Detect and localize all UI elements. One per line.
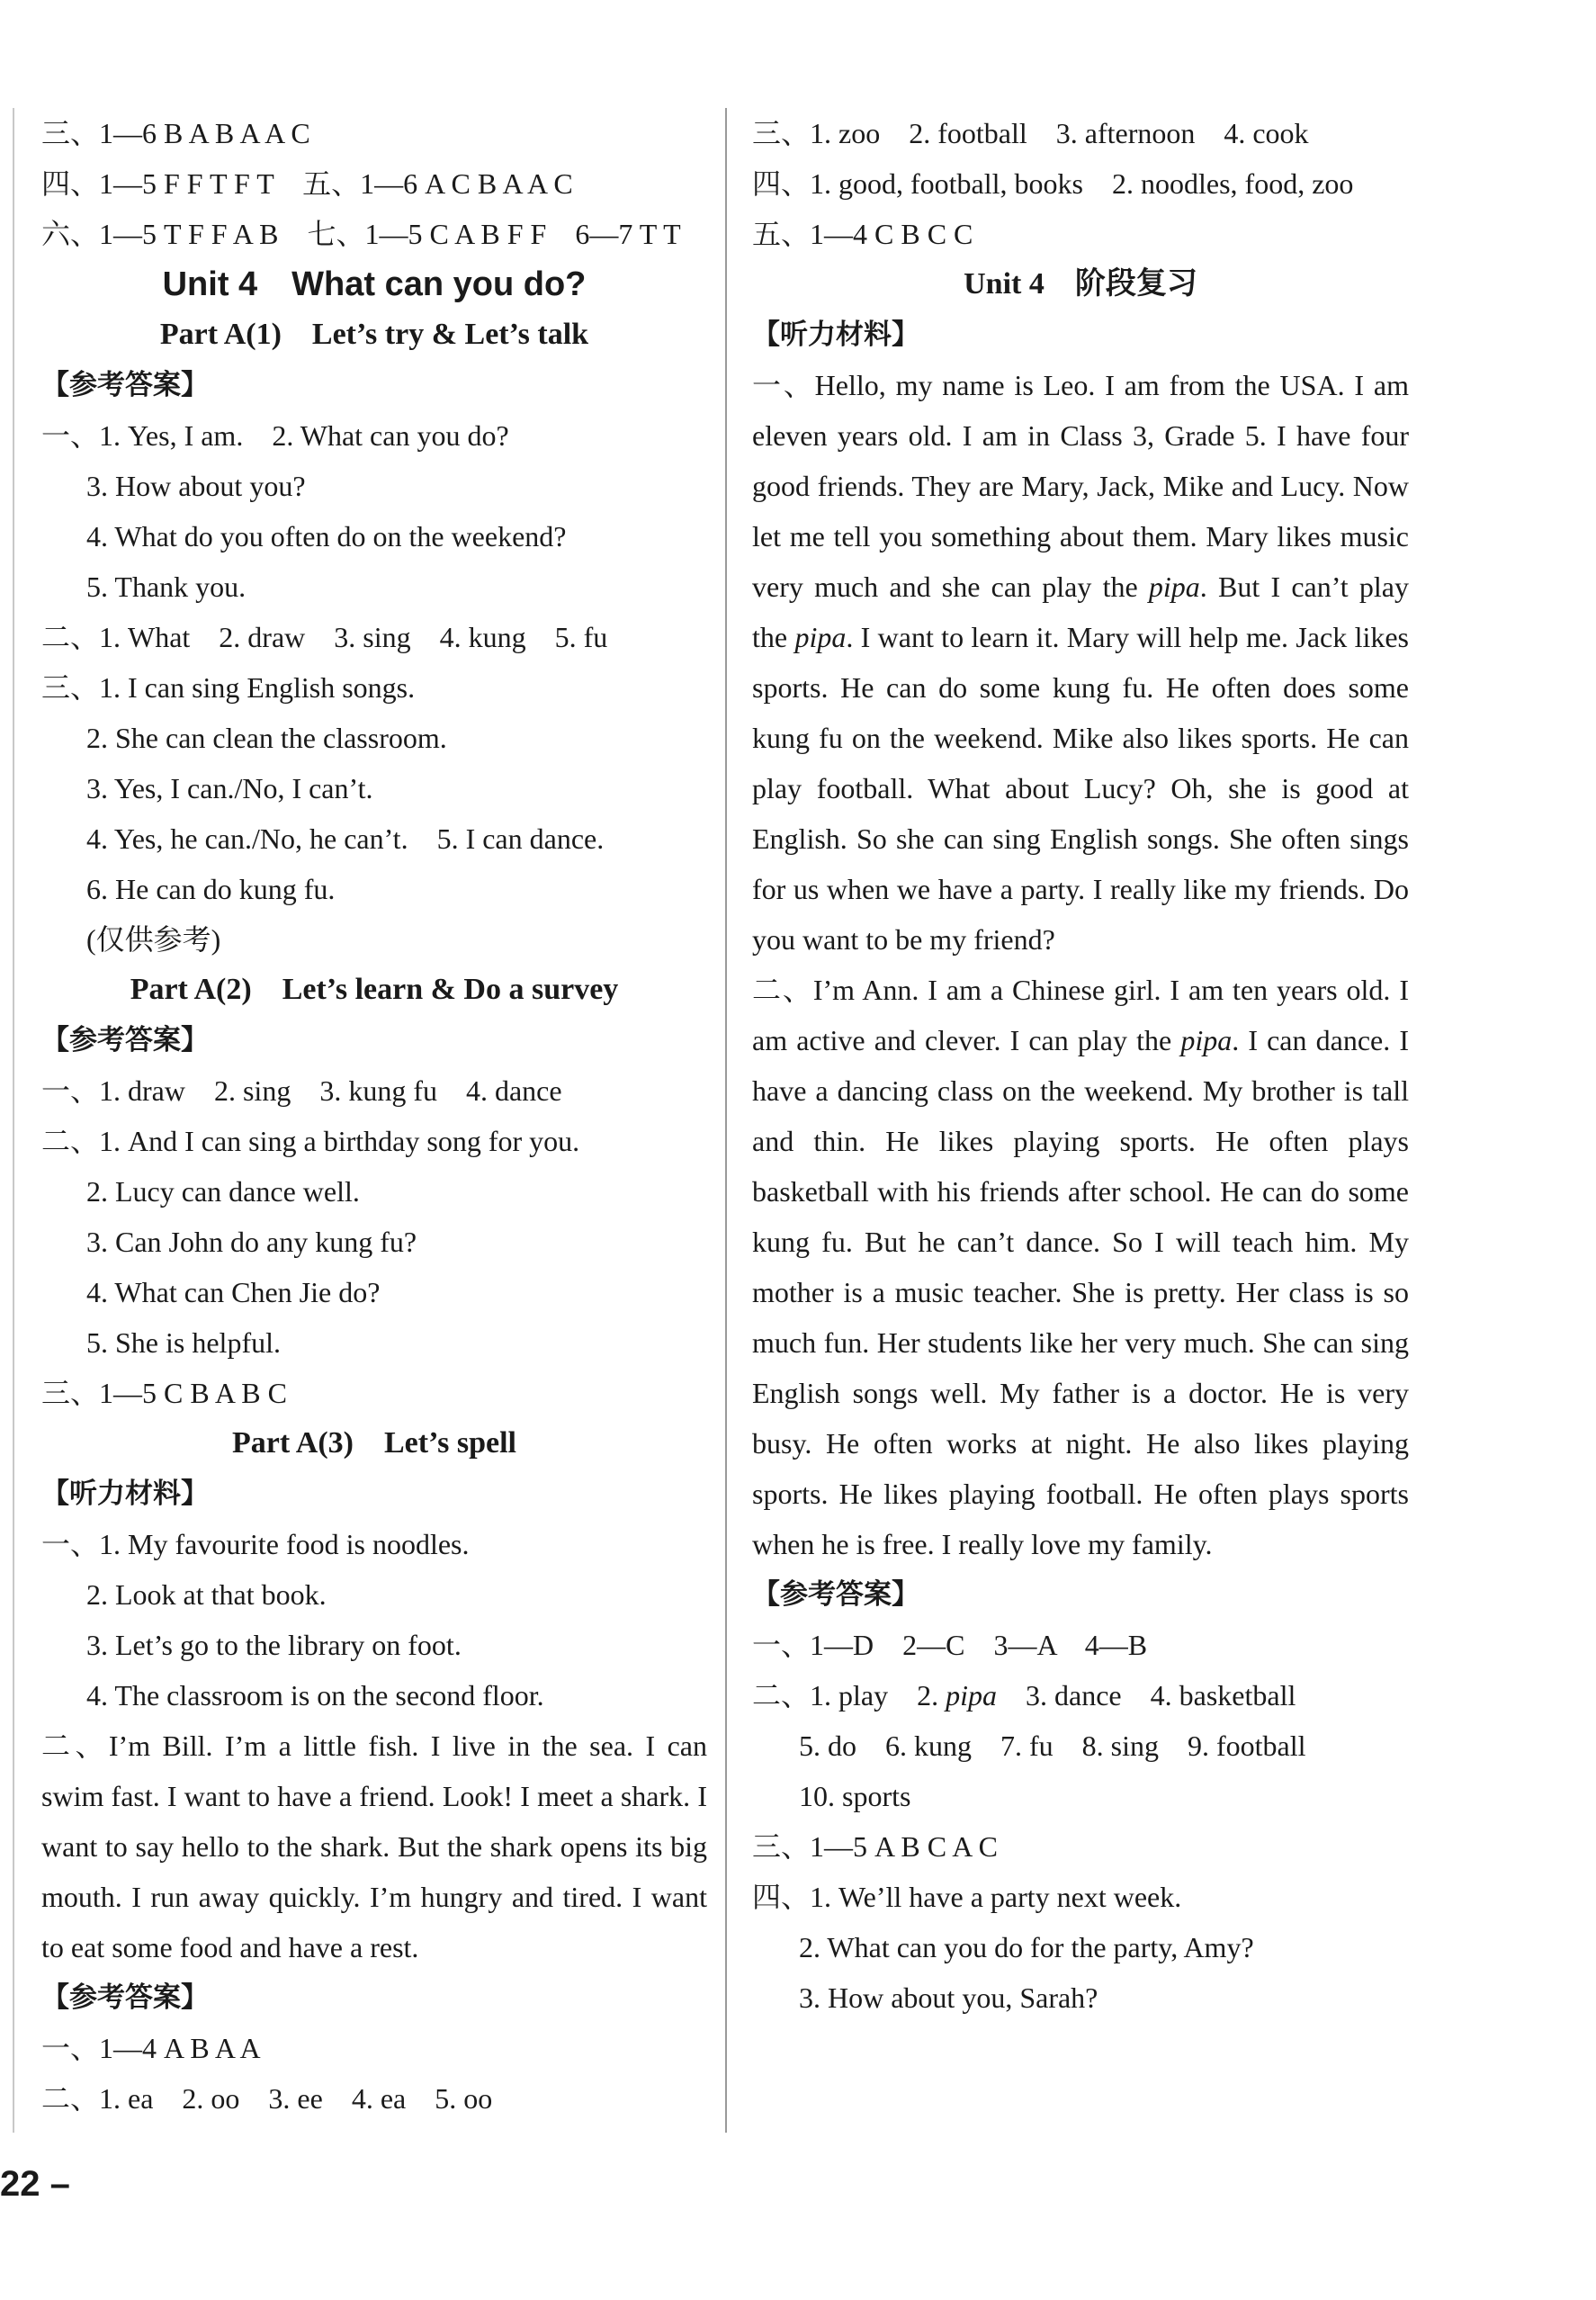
listening-passage: 二、I’m Bill. I’m a little fish. I live in the sea. I can swim fast. I want to have a friend. Look! I meet a shark. I want to say hello to the shark. But the shark opens its big mouth. I run away quickly. I’m hungry and tired. I want to eat some food and have a rest.	[41, 1729, 707, 1963]
passage-text: . I can dance. I have a dancing class on the weekend. My brother is tall and thin. He likes playing sports. He often plays basketball with his friends after school. He can do some kung fu. But he can’t dance. So I will teach him. My mother is a music teacher. She is pretty. Her class is so much fun. Her students like her very much. She can sing English songs well. My father is a doctor. He is very busy. He often works at night. He also likes playing sports. He likes playing football. He often plays sports when he is free. I really love my family.	[752, 1024, 1410, 1560]
answer-label: 【参考答案】	[41, 369, 209, 401]
right-column	[752, 108, 1409, 2023]
listening-passage-1	[752, 360, 1409, 965]
answer-line: 3. Can John do any kung fu?	[86, 1226, 417, 1258]
section-heading: Part A(2) Let’s learn & Do a survey	[130, 973, 619, 1006]
review-title: Unit 4 阶段复习	[964, 267, 1197, 301]
answer-line: 一、1—4 A B A A	[41, 2032, 261, 2064]
answer-text: 3. dance 4. basketball	[1026, 1679, 1296, 1712]
answer-line: 2. What can you do for the party, Amy?	[799, 1931, 1254, 1963]
answer-line: 5. She is helpful.	[86, 1326, 281, 1359]
section-heading: Part A(1) Let’s try & Let’s talk	[159, 318, 589, 351]
answer-line	[752, 1670, 1409, 1721]
answer-line: 二、1. ea 2. oo 3. ee 4. ea 5. oo	[41, 2082, 493, 2115]
answer-line: 2. Look at that book.	[86, 1578, 327, 1611]
passage-text: 一、Hello, my name is Leo. I am from the USA. I am eleven years old. I am in Class 3, Grade 5. I have four good friends. They are Mary, Jack, Mike and Lucy. Now let me tell you something about them. Mary likes music very much and she can play the	[752, 369, 1409, 603]
answer-line: 四、1—5 F F T F T 五、1—6 A C B A A C	[41, 167, 573, 200]
pipa-word: pipa	[1148, 571, 1200, 603]
answer-line: 三、1—5 A B C A C	[752, 1830, 998, 1863]
answer-line: 3. Let’s go to the library on foot.	[86, 1629, 462, 1661]
answer-line: 四、1. good, football, books 2. noodles, food, zoo	[752, 167, 1354, 200]
listening-passage-2	[752, 965, 1409, 1569]
pipa-word: pipa	[946, 1679, 997, 1712]
answer-line: 2. Lucy can dance well.	[86, 1175, 360, 1208]
answer-line: 5. do 6. kung 7. fu 8. sing 9. football	[799, 1729, 1306, 1762]
listening-label: 【听力材料】	[752, 319, 919, 351]
answer-line: 4. What do you often do on the weekend?	[86, 520, 567, 553]
listening-label: 【听力材料】	[41, 1478, 209, 1510]
unit-title: Unit 4 What can you do?	[162, 265, 587, 303]
answer-line: 4. Yes, he can./No, he can’t. 5. I can dance.	[86, 822, 605, 855]
passage-text: . I want to learn it. Mary will help me. Jack likes sports. He can do some kung fu. He often does some kung fu on the weekend. Mike also likes sports. He can play football. What about Lucy? Oh, she is good at English. So she can sing English songs. She often sings for us when we have a party. I really like my friends. Do you want to be my friend?	[752, 621, 1410, 956]
answer-line: 5. Thank you.	[86, 571, 247, 603]
note: (仅供参考)	[86, 923, 221, 956]
answer-line: 6. He can do kung fu.	[86, 873, 336, 905]
pipa-word: pipa	[794, 621, 847, 653]
answer-line: 4. What can Chen Jie do?	[86, 1276, 381, 1308]
column-divider	[725, 108, 727, 2133]
page-number: 22 –	[0, 2164, 70, 2204]
answer-line: 三、1. zoo 2. football 3. afternoon 4. cook	[752, 117, 1309, 149]
answer-label: 【参考答案】	[41, 1981, 209, 2014]
answer-line: 10. sports	[799, 1780, 911, 1812]
answer-line: 3. Yes, I can./No, I can’t.	[86, 772, 373, 804]
answer-line: 2. She can clean the classroom.	[86, 722, 447, 754]
answer-line: 二、1. What 2. draw 3. sing 4. kung 5. fu	[41, 621, 608, 653]
answer-line: 三、1. I can sing English songs.	[41, 671, 416, 704]
answer-line: 3. How about you?	[86, 470, 306, 502]
answer-label: 【参考答案】	[41, 1024, 209, 1056]
section-heading: Part A(3) Let’s spell	[231, 1426, 516, 1460]
answer-line: 四、1. We’ll have a party next week.	[752, 1881, 1182, 1913]
answer-line: 六、1—5 T F F A B 七、1—5 C A B F F 6—7 T T	[41, 218, 681, 250]
pipa-word: pipa	[1180, 1024, 1233, 1056]
passage-text: 二、I’m Ann. I am a Chinese girl. I am ten years old. I am active and clever. I can play the	[752, 974, 1409, 1056]
answer-line: 一、1. draw 2. sing 3. kung fu 4. dance	[41, 1074, 562, 1107]
answer-line: 一、1—D 2—C 3—A 4—B	[752, 1629, 1148, 1661]
answer-line: 3. How about you, Sarah?	[799, 1981, 1098, 2014]
answer-line: 三、1—5 C B A B C	[41, 1377, 287, 1409]
answer-line: 一、1. My favourite food is noodles.	[41, 1528, 470, 1560]
answer-line: 一、1. Yes, I am. 2. What can you do?	[41, 419, 509, 452]
left-margin-rule	[13, 108, 14, 2133]
answer-line: 4. The classroom is on the second floor.	[86, 1679, 544, 1712]
answer-line: 五、1—4 C B C C	[752, 218, 973, 250]
answer-text: 二、1. play 2.	[752, 1679, 939, 1712]
answer-line: 三、1—6 B A B A A C	[41, 117, 310, 149]
answer-line: 二、1. And I can sing a birthday song for you.	[41, 1125, 580, 1157]
passage-text: . But I can’t play the	[752, 571, 1410, 653]
answer-label: 【参考答案】	[752, 1578, 919, 1611]
left-column	[41, 108, 707, 2124]
